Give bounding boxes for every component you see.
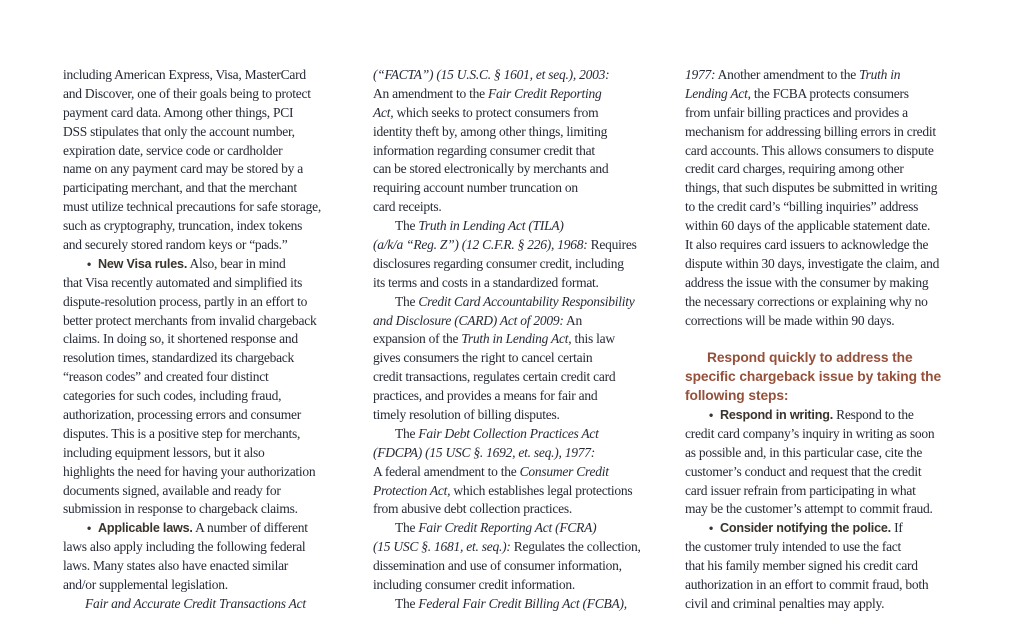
body-text: better protect merchants from invalid chargeback	[63, 312, 317, 328]
italic-law-name-text: Credit Card Accountability Responsibility	[418, 293, 635, 309]
bullet-icon: •	[709, 408, 713, 423]
text-line	[373, 463, 665, 482]
body-text: Regulates the collection,	[510, 539, 641, 555]
text-line	[685, 293, 977, 312]
body-text: DSS stipulates that only the account number,	[63, 123, 295, 139]
italic-law-name-text: Truth in Lending Act	[461, 331, 569, 347]
text-line	[63, 142, 355, 161]
body-text: disclosures regarding consumer credit, including	[373, 255, 624, 271]
body-text: can be stored electronically by merchants and	[373, 161, 609, 177]
bullet-icon: •	[87, 256, 91, 271]
body-text: Also, bear in mind	[187, 255, 286, 271]
body-text: such as cryptography, truncation, index tokens	[63, 218, 303, 234]
body-text: submission in response to chargeback claims.	[63, 501, 298, 517]
bullet-icon: •	[87, 521, 91, 536]
body-text: , this law	[568, 331, 615, 347]
run-in-heading-text: New Visa rules.	[97, 256, 188, 271]
text-line	[373, 425, 665, 444]
body-text: laws also apply including the following federal	[63, 539, 306, 555]
text-line	[373, 595, 665, 614]
text-line	[373, 255, 665, 274]
body-text: that his family member signed his credit card	[685, 558, 918, 574]
body-text: which seeks to protect consumers from	[393, 104, 599, 120]
text-line	[373, 85, 665, 104]
body-text: It also requires card issuers to acknowledge the	[685, 237, 929, 253]
italic-law-name-text: and Disclosure (CARD) Act of 2009:	[373, 312, 564, 328]
body-text: identity theft by, among other things, limiting	[373, 123, 608, 139]
italic-law-name-text: Fair Credit Reporting Act (FCRA)	[418, 520, 597, 536]
italic-law-name-text: Lending Act	[685, 85, 748, 101]
text-line	[63, 160, 355, 179]
body-text: things, that such disputes be submitted in writing	[685, 180, 938, 196]
body-text: the necessary corrections or explaining why no	[685, 293, 928, 309]
text-line	[63, 312, 355, 331]
text-line	[685, 387, 977, 406]
body-text: authorization in an effort to commit fraud, both	[685, 577, 929, 593]
body-text: requiring account number truncation on	[373, 180, 578, 196]
italic-law-name-text: Fair Credit Reporting	[487, 85, 602, 101]
text-line	[63, 66, 355, 85]
italic-law-name-text: Act,	[373, 104, 394, 120]
text-line	[685, 85, 977, 104]
text-line	[685, 255, 977, 274]
body-text: including consumer credit information.	[373, 577, 575, 593]
body-text: and Discover, one of their goals being to protect	[63, 85, 311, 101]
text-line	[373, 142, 665, 161]
text-line	[685, 368, 977, 387]
body-text: and securely stored random keys or “pads.”	[63, 237, 288, 253]
text-line	[373, 349, 665, 368]
text-line	[685, 444, 977, 463]
body-text: participating merchant, and that the merchant	[63, 180, 297, 196]
body-text: practices, and provides a means for fair and	[373, 388, 598, 404]
text-line	[685, 557, 977, 576]
text-line	[63, 85, 355, 104]
body-text: including equipment lessors, but it also	[63, 444, 265, 460]
body-text: card issuer refrain from participating in what	[685, 482, 916, 498]
text-line	[63, 330, 355, 349]
text-line	[373, 179, 665, 198]
text-line	[685, 463, 977, 482]
body-text: its terms and costs in a standardized format.	[373, 274, 599, 290]
italic-law-name-text: (“FACTA”) (15 U.S.C. § 1601, et seq.), 2003:	[373, 67, 610, 82]
text-line	[373, 104, 665, 123]
text-line	[685, 142, 977, 161]
italic-law-name-text: Protection Act,	[373, 482, 451, 498]
body-text: laws. Many states also have enacted similar	[63, 558, 289, 574]
italic-law-name-text: Truth in	[859, 67, 901, 82]
body-text: payment card data. Among other things, PCI	[63, 104, 294, 120]
body-text: civil and criminal penalties may apply.	[685, 595, 885, 611]
body-text: credit transactions, regulates certain credit card	[373, 369, 616, 385]
text-line	[373, 236, 665, 255]
text-line	[685, 595, 977, 614]
bullet-icon: •	[709, 521, 713, 536]
italic-law-name-text: Federal Fair Credit Billing Act (FCBA),	[418, 595, 627, 611]
body-text: including American Express, Visa, MasterCard	[63, 67, 306, 82]
run-in-heading-text: Consider notifying the police.	[719, 521, 891, 536]
column-3	[685, 66, 977, 614]
text-line	[373, 500, 665, 519]
body-text: credit card company’s inquiry in writing as soon	[685, 425, 935, 441]
column-2	[373, 66, 665, 614]
italic-law-name-text: (a/k/a “Reg. Z”) (12 C.F.R. § 226), 1968:	[373, 237, 588, 253]
text-line	[373, 198, 665, 217]
text-line	[63, 368, 355, 387]
body-text: that Visa recently automated and simplified its	[63, 274, 303, 290]
text-line	[373, 519, 665, 538]
body-text: authorization, processing errors and consumer	[63, 407, 302, 423]
italic-law-name-text: Truth in Lending Act (TILA)	[418, 218, 564, 234]
body-text: , the FCBA protects consumers	[747, 85, 909, 101]
run-in-heading-text: Respond in writing.	[719, 408, 833, 423]
text-line	[685, 217, 977, 236]
body-text: expiration date, service code or cardholder	[63, 142, 283, 158]
body-text: The	[395, 425, 419, 441]
text-line	[373, 444, 665, 463]
italic-law-name-text: (FDCPA) (15 USC §. 1692, et. seq.), 1977:	[373, 444, 595, 460]
blank-line	[685, 330, 977, 349]
body-text: dispute within 30 days, investigate the claim, and	[685, 255, 940, 271]
text-line	[685, 236, 977, 255]
text-line	[685, 425, 977, 444]
body-text: card receipts.	[373, 199, 442, 215]
text-line	[685, 482, 977, 501]
text-line	[63, 387, 355, 406]
text-line	[63, 198, 355, 217]
text-line	[63, 274, 355, 293]
run-in-heading-text: Applicable laws.	[97, 521, 193, 536]
text-line	[685, 349, 977, 368]
text-line	[685, 160, 977, 179]
body-text: documents signed, available and ready for	[63, 482, 281, 498]
text-line	[685, 198, 977, 217]
body-text: The	[395, 293, 419, 309]
body-text: corrections will be made within 90 days.	[685, 312, 895, 328]
text-line	[373, 312, 665, 331]
body-text: The	[395, 218, 419, 234]
text-line	[685, 104, 977, 123]
body-text: highlights the need for having your authorization	[63, 463, 316, 479]
italic-law-name-text: Fair and Accurate Credit Transactions Act	[85, 595, 306, 611]
section-heading-text: following steps:	[685, 388, 789, 404]
body-text: timely resolution of billing disputes.	[373, 407, 560, 423]
body-text: Another amendment to the	[715, 67, 860, 82]
text-line	[373, 538, 665, 557]
body-text: which establishes legal protections	[450, 482, 633, 498]
italic-law-name-text: Consumer Credit	[519, 463, 609, 479]
body-text: “reason codes” and created four distinct	[63, 369, 269, 385]
body-text: may be the customer’s attempt to commit fraud.	[685, 501, 933, 517]
body-text: gives consumers the right to cancel certain	[373, 350, 593, 366]
text-line	[63, 123, 355, 142]
italic-law-name-text: 1977:	[685, 67, 716, 82]
text-line	[63, 349, 355, 368]
text-line	[373, 217, 665, 236]
body-text: mechanism for addressing billing errors in credit	[685, 123, 936, 139]
text-line	[373, 576, 665, 595]
text-line	[373, 160, 665, 179]
body-text: A federal amendment to the	[373, 463, 520, 479]
section-heading-text: Respond quickly to address the	[707, 350, 913, 366]
body-text: The	[395, 595, 419, 611]
text-line	[685, 576, 977, 595]
italic-law-name-text: Fair Debt Collection Practices Act	[418, 425, 599, 441]
body-text: customer’s conduct and request that the credit	[685, 463, 922, 479]
body-text: claims. In doing so, it shortened response and	[63, 331, 298, 347]
body-text: dispute-resolution process, partly in an effort to	[63, 293, 308, 309]
body-text: from unfair billing practices and provides a	[685, 104, 908, 120]
text-line	[63, 217, 355, 236]
text-line	[373, 274, 665, 293]
body-text: credit card charges, requiring among other	[685, 161, 904, 177]
body-text: from abusive debt collection practices.	[373, 501, 573, 517]
body-text: must utilize technical precautions for safe storage,	[63, 199, 322, 215]
text-line	[685, 179, 977, 198]
text-line	[685, 66, 977, 85]
text-line	[373, 557, 665, 576]
text-line	[685, 274, 977, 293]
body-text: disputes. This is a positive step for merchants,	[63, 425, 301, 441]
text-line	[63, 179, 355, 198]
body-text: The	[395, 520, 419, 536]
body-text: categories for such codes, including fraud,	[63, 388, 282, 404]
text-line	[685, 406, 977, 425]
text-line	[373, 387, 665, 406]
text-line	[373, 406, 665, 425]
body-text: An	[563, 312, 582, 328]
body-text: name on any payment card may be stored by a	[63, 161, 304, 177]
section-heading-text: specific chargeback issue by taking the	[685, 369, 942, 385]
text-line	[373, 482, 665, 501]
body-text: address the issue with the consumer by making	[685, 274, 929, 290]
text-line	[63, 519, 355, 538]
column-1	[63, 66, 355, 614]
text-line	[373, 368, 665, 387]
text-line	[63, 425, 355, 444]
text-line	[685, 123, 977, 142]
text-line	[373, 293, 665, 312]
text-line	[685, 519, 977, 538]
text-line	[373, 330, 665, 349]
text-line	[63, 576, 355, 595]
text-line	[685, 500, 977, 519]
text-line	[63, 595, 355, 614]
body-text: information regarding consumer credit that	[373, 142, 595, 158]
text-line	[685, 538, 977, 557]
text-line	[63, 293, 355, 312]
body-text: card accounts. This allows consumers to dispute	[685, 142, 934, 158]
text-line	[63, 236, 355, 255]
text-line	[63, 463, 355, 482]
text-line	[63, 557, 355, 576]
body-text: A number of different	[192, 520, 308, 536]
text-line	[63, 500, 355, 519]
body-text: within 60 days of the applicable statement date.	[685, 218, 931, 234]
text-line	[63, 538, 355, 557]
text-line	[63, 482, 355, 501]
body-text: Respond to the	[833, 407, 914, 423]
body-text: If	[890, 520, 903, 536]
body-text: as possible and, in this particular case, cite the	[685, 444, 923, 460]
text-line	[373, 66, 665, 85]
text-line	[685, 312, 977, 331]
body-text: resolution times, standardized its chargeback	[63, 350, 295, 366]
body-text: and/or supplemental legislation.	[63, 577, 228, 593]
body-text: expansion of the	[373, 331, 462, 347]
body-text: the customer truly intended to use the fact	[685, 539, 902, 555]
body-text: An amendment to the	[373, 85, 488, 101]
text-line	[63, 444, 355, 463]
text-line	[63, 255, 355, 274]
italic-law-name-text: (15 USC §. 1681, et. seq.):	[373, 539, 511, 555]
body-text: Requires	[587, 237, 637, 253]
body-text: to the credit card’s “billing inquiries” address	[685, 199, 919, 215]
text-line	[373, 123, 665, 142]
text-line	[63, 406, 355, 425]
text-line	[63, 104, 355, 123]
body-text: dissemination and use of consumer information,	[373, 558, 622, 574]
